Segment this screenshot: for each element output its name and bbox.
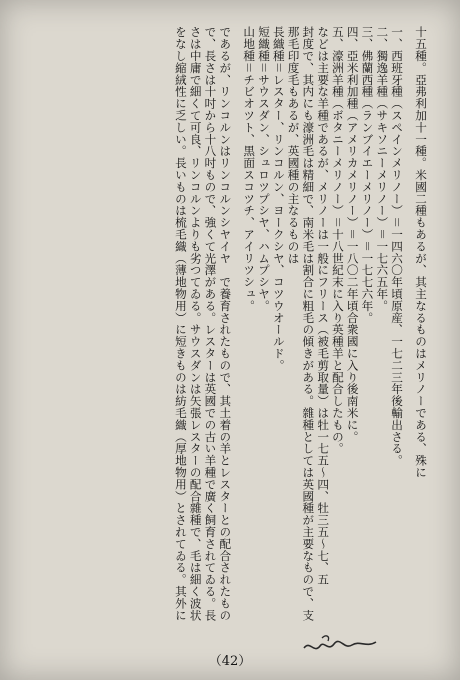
text-line: をなし縮絨性に乏しい。長いものは梳毛織（薄地物用）に短きものは紡毛織（厚地物用）とされてゐる。其外に	[173, 26, 188, 621]
text-line: 五、濠洲羊種（ボタニーメリノー）＝十八世紀末に入り英種羊と配合したもの。	[330, 26, 345, 455]
text-line: 封度で、其内にも濠洲毛は精細で、南米毛は割合に粗毛の傾きがある。雜種としては英國種が主要なもので、支	[301, 26, 316, 621]
page-number: （42）	[208, 654, 252, 669]
line-gap	[405, 26, 411, 616]
text-line: 二、獨逸羊種（サキソニーメリノー）＝一七六五年。	[375, 26, 390, 312]
text-line: さは中庸で細くて可良、リンコルンよりも劣つてゐる。サウスダンは矢張レスターの配合雜種で、毛は細く波状	[188, 26, 203, 621]
text-line: 那毛印度毛もあるが、英國種の主なるものは	[286, 26, 301, 264]
line-gap	[233, 26, 239, 616]
text-line: などは主要な羊種であるが、メリノーは一般にフリース（被毛剪取量）は牡一七五〜四、牡三五〜七、五	[316, 26, 331, 586]
text-line: 十五種。亞弗利加十一種。米國二種もあるが、其主なるものはメリノーである、殊に	[414, 26, 428, 479]
vertical-text-block	[173, 26, 428, 621]
text-line: であるが、リンコルンはリンコルンシヤイヤ で養育されたもので、其土着の羊とレスターとの配合されたもの	[218, 26, 233, 621]
text-line: 四、亞米利加種（アメリカメリノー）＝一八〇二年頃合衆國に入り後南米に。	[345, 26, 360, 443]
text-line: 山地種＝チビオツト、黒面スコツチ、アイリツシュ。	[242, 26, 257, 312]
text-line: 短織種＝サウスダン、シュロツプシヤ、ハムプシヤ。	[257, 26, 271, 312]
text-line: 三、佛蘭西種（ランブイエーメリノー）＝一七七六年。	[360, 26, 375, 324]
text-line: 一、西班牙種（スペインメリノー）＝一四六〇年頃原産、一七二三年後輸出さる。	[390, 26, 405, 467]
text-line: 長織種＝レスター、リンコルン、ヨークシヤ、コツウオールド。	[271, 26, 286, 372]
text-line: で、長さは十吋から十八吋もので、強くて光澤がある。レスターは英國での古い羊種で廣く飼育されてゐる。長	[203, 26, 218, 621]
